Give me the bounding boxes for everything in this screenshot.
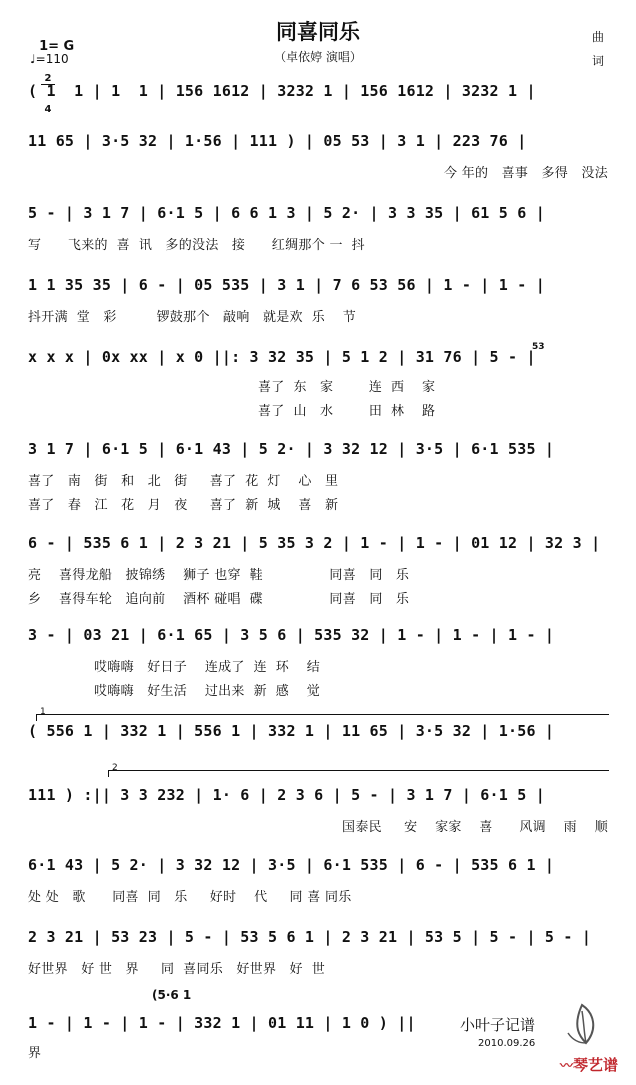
song-title: 同喜同乐 [276,20,360,44]
notation: 111 ) :|| 3 3 232 | 1· 6 | 2 3 6 | 5 - | 3 1 7 | 6·1 5 | [28,786,545,804]
lyrics-verse-2: 喜了 春 江 花 月 夜 喜了 新 城 喜 新 [28,498,339,513]
notation: 2 3 21 | 53 23 | 5 - | 53 5 6 1 | 2 3 21 | 53 5 | 5 - | 5 - | [28,928,592,946]
notation: 3 1 7 | 6·1 5 | 6·1 43 | 5 2· | 3 32 12 | 3·5 | 6·1 535 | [28,440,555,458]
lyrics-verse-1: 界 [28,1046,42,1061]
lyrics-verse-1: 好世界 好 世 界 同 喜同乐 好世界 好 世 [28,962,326,977]
lyrics-verse-1: 喜了 东 家 连 西 家 [258,380,436,395]
watermark-logo-icon: 〰 [559,1059,573,1074]
notation: 5 - | 3 1 7 | 6·1 5 | 6 6 1 3 | 5 2· | 3 3 35 | 61 5 6 | [28,204,545,222]
notation: 1 - | 1 - | 1 - | 332 1 | 01 11 | 1 0 ) || [28,1014,416,1032]
lyrics-verse-2: 喜了 山 水 田 林 路 [258,404,436,419]
notation: 6 - | 535 6 1 | 2 3 21 | 5 35 3 2 | 1 - | 1 - | 01 12 | 32 3 | [28,534,601,552]
volta-first-label: 1 [40,707,46,717]
time-signature: $\frac{2}{4}$ [41,54,55,135]
grace-note: 53 [532,342,545,352]
lyrics-verse-1: 国泰民 安 家家 喜 风调 雨 顺 [342,820,608,835]
site-watermark: 〰琴艺谱 [559,1056,618,1074]
key-signature: 1= G $\frac{2}{4}$ [30,24,74,135]
lyrics-verse-1: 喜了 南 街 和 北 街 喜了 花 灯 心 里 [28,474,339,489]
ornament-notes: (5·6 1 [152,988,192,1002]
composer-label: 曲 [591,30,604,44]
lyrics-verse-2: 哎嗨嗨 好生活 过出来 新 感 觉 [94,684,321,699]
lyrics-verse-1: 今 年的 喜事 多得 没法 [443,166,608,181]
lyrics-verse-1: 哎嗨嗨 好日子 连成了 连 环 结 [94,660,321,675]
lyricist-label: 词 [591,54,604,68]
lyrics-verse-1: 抖开满 堂 彩 锣鼓那个 敲响 就是欢 乐 节 [28,310,357,325]
notation: x x x | 0x xx | x 0 ||: 3 32 35 | 5 1 2 | 31 76 | 5 - | [28,348,536,366]
transcription-date: 2010.09.26 [478,1038,536,1049]
notation: ( 556 1 | 332 1 | 556 1 | 332 1 | 11 65 | 3·5 32 | 1·56 | [28,722,555,740]
volta-second-label: 2 [112,763,118,773]
transcriber-signature: 小叶子记谱 [460,1016,536,1034]
notation: 1 1 35 35 | 6 - | 05 535 | 3 1 | 7 6 53 56 | 1 - | 1 - | [28,276,545,294]
notation: 3 - | 03 21 | 6·1 65 | 3 5 6 | 535 32 | 1 - | 1 - | 1 - | [28,626,555,644]
notation: 11 65 | 3·5 32 | 1·56 | 111 ) | 05 53 | 3 1 | 223 76 | [28,132,527,150]
lyrics-verse-1: 写 飞来的 喜 讯 多的没法 接 红绸那个 一 抖 [28,238,365,253]
volta-second-ending [108,770,609,777]
volta-first-ending [36,714,609,721]
singer-credit: （卓依婷 演唱） [274,50,362,64]
notation: 6·1 43 | 5 2· | 3 32 12 | 3·5 | 6·1 535 | 6 - | 535 6 1 | [28,856,555,874]
tempo-marking: ♩=110 [30,52,69,66]
lyrics-verse-1: 亮 喜得龙船 披锦绣 狮子 也穿 鞋 同喜 同 乐 [28,568,410,583]
notation: ( 1 1 | 1 1 | 156 1612 | 3232 1 | 156 1612 | 3232 1 | [28,82,536,100]
lyrics-verse-1: 处 处 歌 同喜 同 乐 好时 代 同 喜 同乐 [28,890,352,905]
lyrics-verse-2: 乡 喜得车轮 追向前 酒杯 碰唱 碟 同喜 同 乐 [28,592,410,607]
leaf-logo-icon [560,1003,600,1047]
